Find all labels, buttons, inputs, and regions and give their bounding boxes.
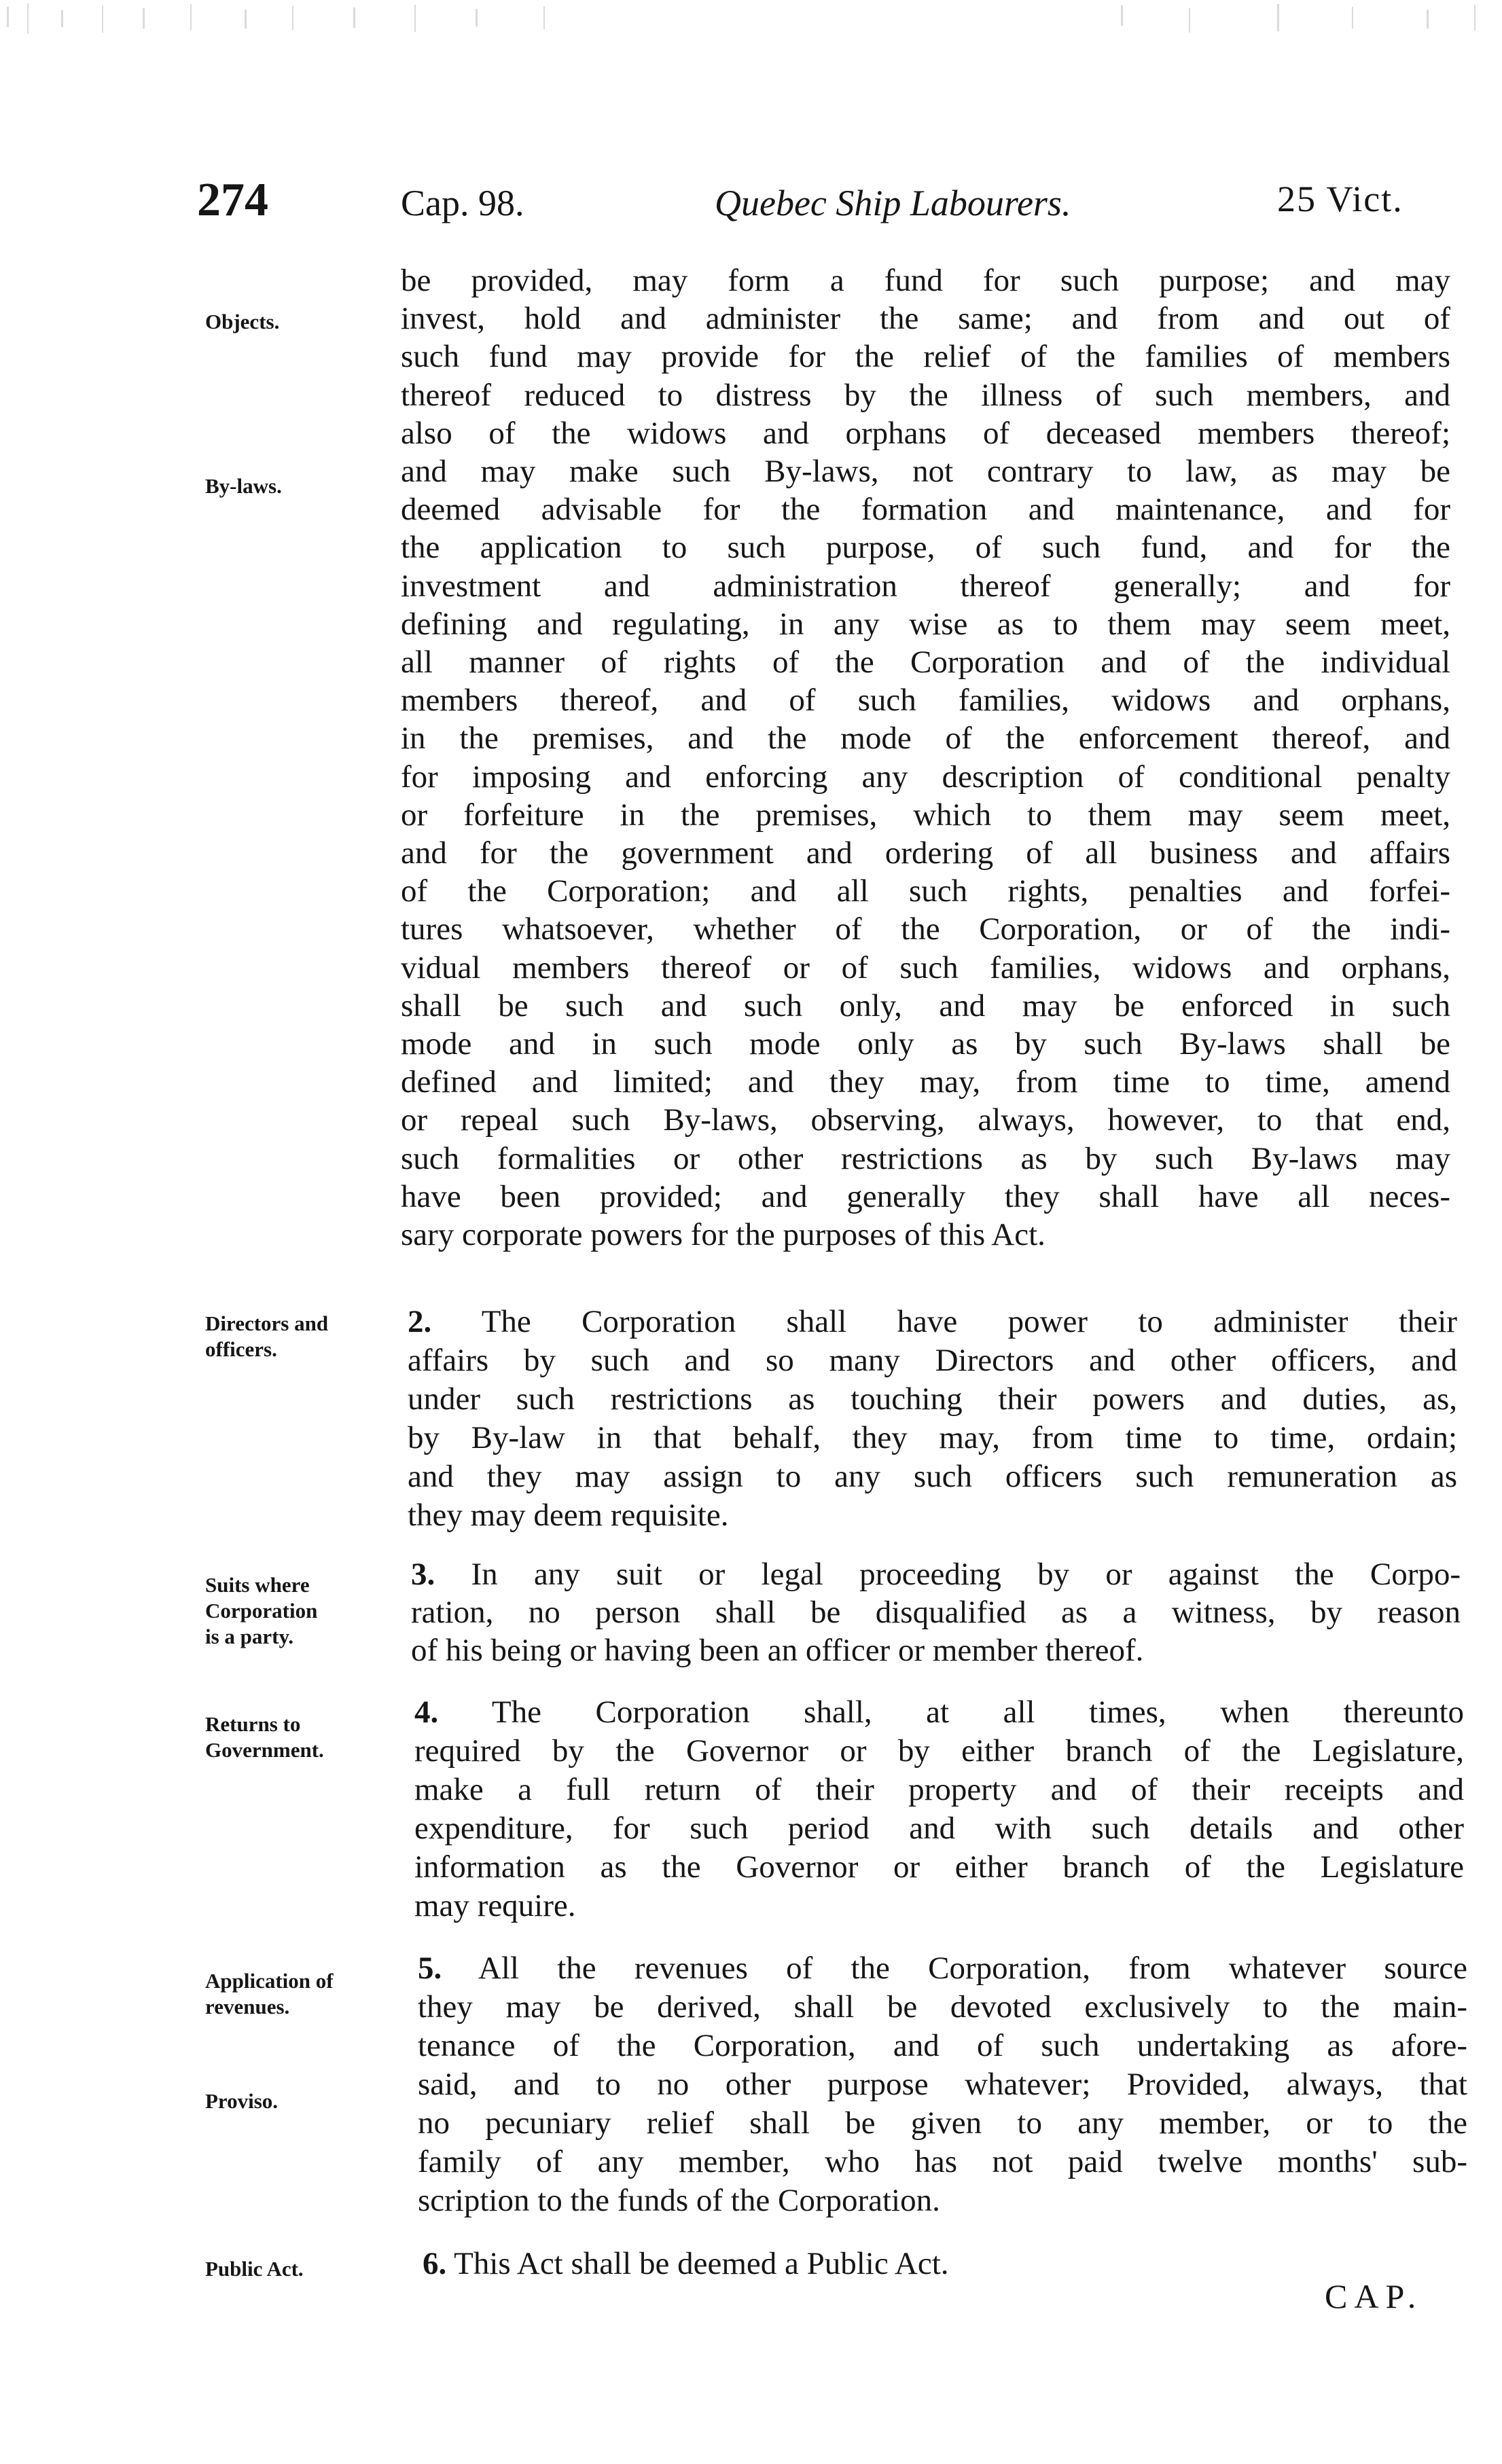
- margin-note-line: Returns to: [205, 1712, 301, 1736]
- text-line: of the Corporation; and all such rights, penalties and forfei-: [401, 873, 1450, 909]
- text-line: such fund may provide for the relief of the families of members: [401, 339, 1450, 375]
- margin-note-line: revenues.: [205, 1995, 290, 2018]
- margin-note-suits: [205, 1572, 395, 1650]
- text-line: [418, 1949, 1467, 1988]
- text-line: expenditure, for such period and with such details and other: [414, 1811, 1464, 1846]
- text-line: ration, no person shall be disqualified as a witness, by reason: [411, 1595, 1461, 1631]
- text-line: also of the widows and orphans of deceased members thereof;: [401, 415, 1450, 451]
- text-line: and for the government and ordering of all business and affairs: [401, 835, 1450, 871]
- section-3: [411, 1555, 1461, 1670]
- margin-note-directors: [205, 1311, 395, 1362]
- margin-note-objects: Objects.: [205, 310, 280, 333]
- margin-note-proviso: Proviso.: [205, 2089, 279, 2113]
- margin-note-returns: [205, 1711, 395, 1763]
- text-line: investment and administration thereof generally; and for: [401, 568, 1450, 604]
- text-line: invest, hold and administer the same; and from and out of: [401, 301, 1450, 337]
- margin-note-line: Directors and: [205, 1311, 329, 1335]
- section-number: 2.: [408, 1304, 432, 1339]
- section-text: The Corporation shall have power to administer their: [481, 1304, 1457, 1339]
- text-line: information as the Governor or either branch of the Legislature: [414, 1849, 1464, 1885]
- text-line: make a full return of their property and of their receipts and: [414, 1772, 1464, 1807]
- text-line: members thereof, and of such families, widows and orphans,: [401, 683, 1450, 719]
- section-text: The Corporation shall, at all times, when thereunto: [491, 1695, 1464, 1730]
- text-line: no pecuniary relief shall be given to any member, or to the: [418, 2105, 1467, 2141]
- section-2: [408, 1303, 1457, 1535]
- continuation-paragraph: [401, 261, 1450, 1254]
- section-text: All the revenues of the Corporation, from whatever source: [478, 1951, 1467, 1986]
- section-number: 6.: [423, 2246, 447, 2281]
- text-line: such formalities or other restrictions as by such By-laws may: [401, 1140, 1450, 1176]
- section-text: In any suit or legal proceeding by or against the Corpo-: [471, 1557, 1461, 1592]
- text-line: tures whatsoever, whether of the Corporation, or of the indi-: [401, 911, 1450, 947]
- section-text: This Act shall be deemed a Public Act.: [454, 2246, 949, 2281]
- text-line: the application to such purpose, of such fund, and for the: [401, 530, 1450, 566]
- text-line: they may deem requisite.: [408, 1498, 729, 1533]
- regnal-year: 25 Vict.: [1277, 179, 1403, 219]
- section-6: [423, 2245, 1238, 2283]
- section-5: [418, 1949, 1467, 2220]
- text-line: [411, 1555, 1461, 1593]
- text-line: deemed advisable for the formation and maintenance, and for: [401, 492, 1450, 528]
- chapter-label: Cap. 98.: [401, 183, 524, 223]
- margin-note-line: Corporation: [205, 1599, 318, 1623]
- text-line: or forfeiture in the premises, which to them may seem meet,: [401, 797, 1450, 833]
- margin-note-by-laws: By-laws.: [205, 474, 282, 498]
- section-number: 5.: [418, 1951, 442, 1986]
- scan-noise: [0, 0, 1502, 81]
- text-line: vidual members thereof or of such families, widows and orphans,: [401, 949, 1450, 985]
- text-line: tenance of the Corporation, and of such undertaking as afore-: [418, 2028, 1467, 2063]
- text-line: required by the Governor or by either branch of the Legislature,: [414, 1733, 1464, 1769]
- text-line: [408, 1303, 1457, 1341]
- text-line: of his being or having been an officer or member thereof.: [411, 1633, 1144, 1669]
- text-line: family of any member, who has not paid twelve months' sub-: [418, 2144, 1467, 2179]
- text-line: all manner of rights of the Corporation and of the individual: [401, 645, 1450, 681]
- running-title: Quebec Ship Labourers.: [715, 183, 1071, 223]
- text-line: mode and in such mode only as by such By-laws shall be: [401, 1026, 1450, 1062]
- text-line: defining and regulating, in any wise as to them may seem meet,: [401, 606, 1450, 642]
- text-line: may require.: [414, 1888, 576, 1923]
- text-line: [414, 1693, 1464, 1732]
- catchword: CAP.: [1325, 2277, 1423, 2315]
- text-line: affairs by such and so many Directors and other officers, and: [408, 1343, 1457, 1378]
- text-line: under such restrictions as touching their powers and duties, as,: [408, 1381, 1457, 1417]
- text-line: and they may assign to any such officers such remuneration as: [408, 1459, 1457, 1494]
- text-line: defined and limited; and they may, from time to time, amend: [401, 1064, 1450, 1100]
- text-line: thereof reduced to distress by the illness of such members, and: [401, 377, 1450, 413]
- text-line: or repeal such By-laws, observing, always, however, to that end,: [401, 1102, 1450, 1138]
- text-line: [423, 2245, 1238, 2283]
- text-line: sary corporate powers for the purposes of this Act.: [401, 1217, 1045, 1253]
- margin-note-application: [205, 1968, 395, 2020]
- text-line: and may make such By-laws, not contrary to law, as may be: [401, 454, 1450, 490]
- text-line: in the premises, and the mode of the enforcement thereof, and: [401, 721, 1450, 757]
- margin-note-line: Application of: [205, 1969, 334, 1993]
- text-line: by By-law in that behalf, they may, from time to time, ordain;: [408, 1420, 1457, 1455]
- text-line: they may be derived, shall be devoted exclusively to the main-: [418, 1989, 1467, 2025]
- margin-note-public-act: Public Act.: [205, 2257, 304, 2281]
- margin-note-line: Government.: [205, 1738, 324, 1762]
- text-line: said, and to no other purpose whatever; Provided, always, that: [418, 2067, 1467, 2102]
- text-line: shall be such and such only, and may be enforced in such: [401, 988, 1450, 1023]
- section-number: 4.: [414, 1695, 439, 1730]
- margin-note-line: officers.: [205, 1337, 277, 1361]
- section-number: 3.: [411, 1557, 435, 1592]
- text-line: be provided, may form a fund for such purpose; and may: [401, 263, 1450, 298]
- margin-note-line: Suits where: [205, 1573, 310, 1597]
- text-line: have been provided; and generally they shall have all neces-: [401, 1178, 1450, 1214]
- text-line: for imposing and enforcing any description of conditional penalty: [401, 759, 1450, 795]
- section-4: [414, 1693, 1464, 1925]
- page-number: 274: [197, 174, 268, 226]
- text-line: scription to the funds of the Corporation.: [418, 2183, 940, 2218]
- margin-note-line: is a party.: [205, 1625, 294, 1648]
